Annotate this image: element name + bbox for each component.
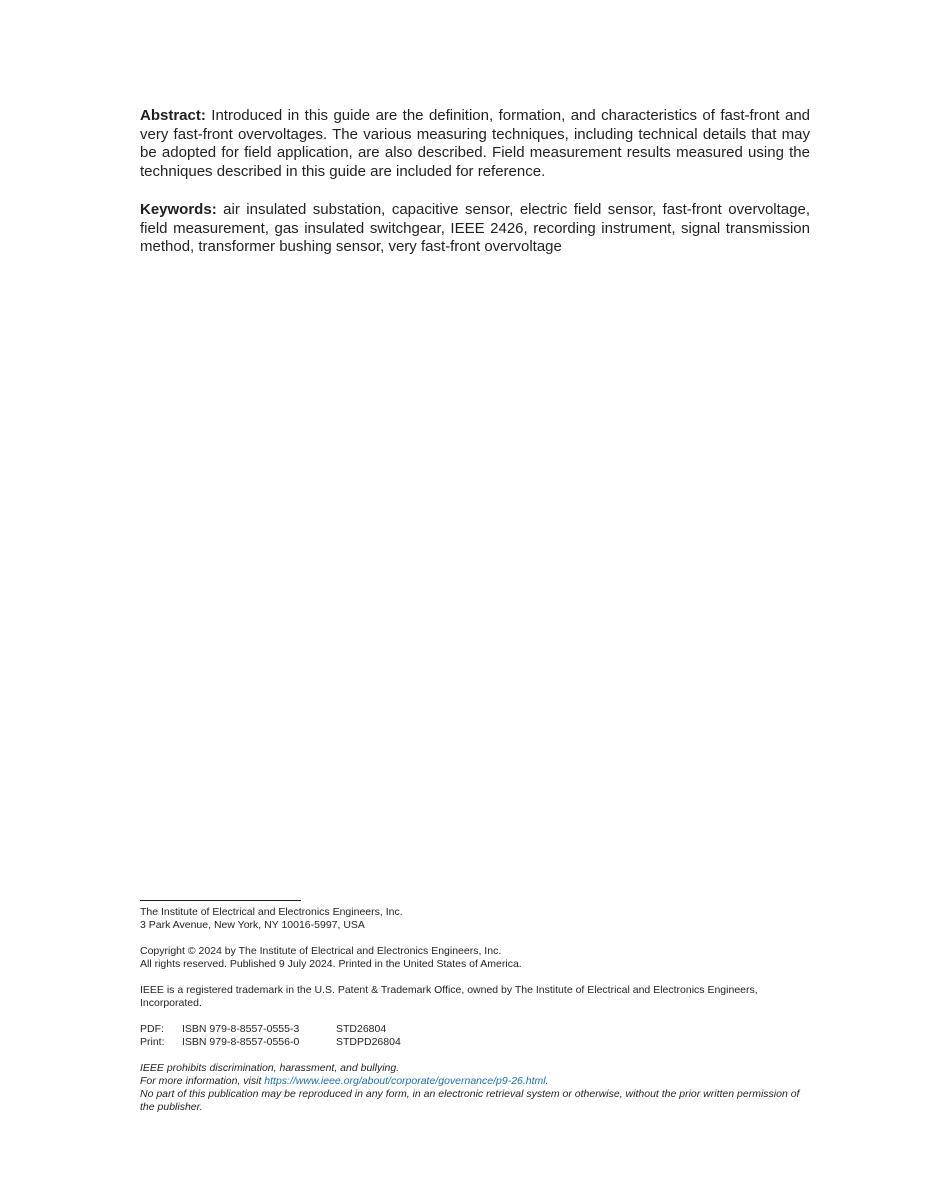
- publisher-address: 3 Park Avenue, New York, NY 10016-5997, USA: [140, 919, 365, 931]
- abstract-paragraph: [140, 107, 810, 181]
- isbn-product-code: STDPD26804: [336, 1036, 401, 1048]
- copyright-line: Copyright © 2024 by The Institute of Electrical and Electronics Engineers, Inc.: [140, 945, 502, 957]
- isbn-format-label: PDF:: [140, 1023, 164, 1035]
- isbn-number: ISBN 979-8-8557-0555-3: [182, 1023, 300, 1035]
- keywords-label: Keywords:: [140, 201, 217, 218]
- governance-link[interactable]: https://www.ieee.org/about/corporate/governance/p9-26.html: [264, 1075, 546, 1087]
- footer-divider: [140, 900, 301, 901]
- trademark-block: [140, 984, 812, 1010]
- publisher-name: The Institute of Electrical and Electronics Engineers, Inc.: [140, 906, 403, 918]
- isbn-format-label: Print:: [140, 1036, 165, 1048]
- isbn-block: [140, 1023, 812, 1049]
- abstract-text: Introduced in this guide are the definition, formation, and characteristics of fast-front and very fast-front overvoltages. The various measuring techniques, including technical details that may be adopted for field application, are also described. Field measurement results measured using the techniques described in this guide are included for reference.: [140, 107, 810, 180]
- abstract-section: [140, 107, 810, 181]
- trademark-line: IEEE is a registered trademark in the U.S. Patent & Trademark Office, owned by The Institute of Electrical and Electronics Engineers, Incorporated.: [140, 984, 758, 1009]
- publisher-block: [140, 906, 812, 932]
- reproduction-notice: No part of this publication may be reproduced in any form, in an electronic retrieval system or otherwise, without the prior written permission of the publisher.: [140, 1088, 800, 1113]
- keywords-section: [140, 201, 810, 257]
- isbn-row-pdf: [140, 1023, 812, 1036]
- rights-line: All rights reserved. Published 9 July 2024. Printed in the United States of America.: [140, 958, 522, 970]
- copyright-block: [140, 945, 812, 971]
- keywords-paragraph: [140, 201, 810, 257]
- isbn-row-print: [140, 1036, 812, 1049]
- policy-block: [140, 1062, 812, 1114]
- policy-line: IEEE prohibits discrimination, harassment, and bullying.: [140, 1062, 400, 1074]
- publication-footer: [140, 900, 812, 1114]
- info-suffix: .: [545, 1075, 549, 1087]
- info-prefix: For more information, visit: [140, 1075, 265, 1087]
- keywords-text: air insulated substation, capacitive sensor, electric field sensor, fast-front overvoltage, field measurement, gas insulated switchgear, IEEE 2426, recording instrument, signal transmission method, transformer bushing sensor, very fast-front overvoltage: [140, 201, 810, 256]
- isbn-product-code: STD26804: [336, 1023, 387, 1035]
- info-line: [140, 1075, 812, 1088]
- isbn-number: ISBN 979-8-8557-0556-0: [182, 1036, 300, 1048]
- abstract-label: Abstract:: [140, 107, 206, 124]
